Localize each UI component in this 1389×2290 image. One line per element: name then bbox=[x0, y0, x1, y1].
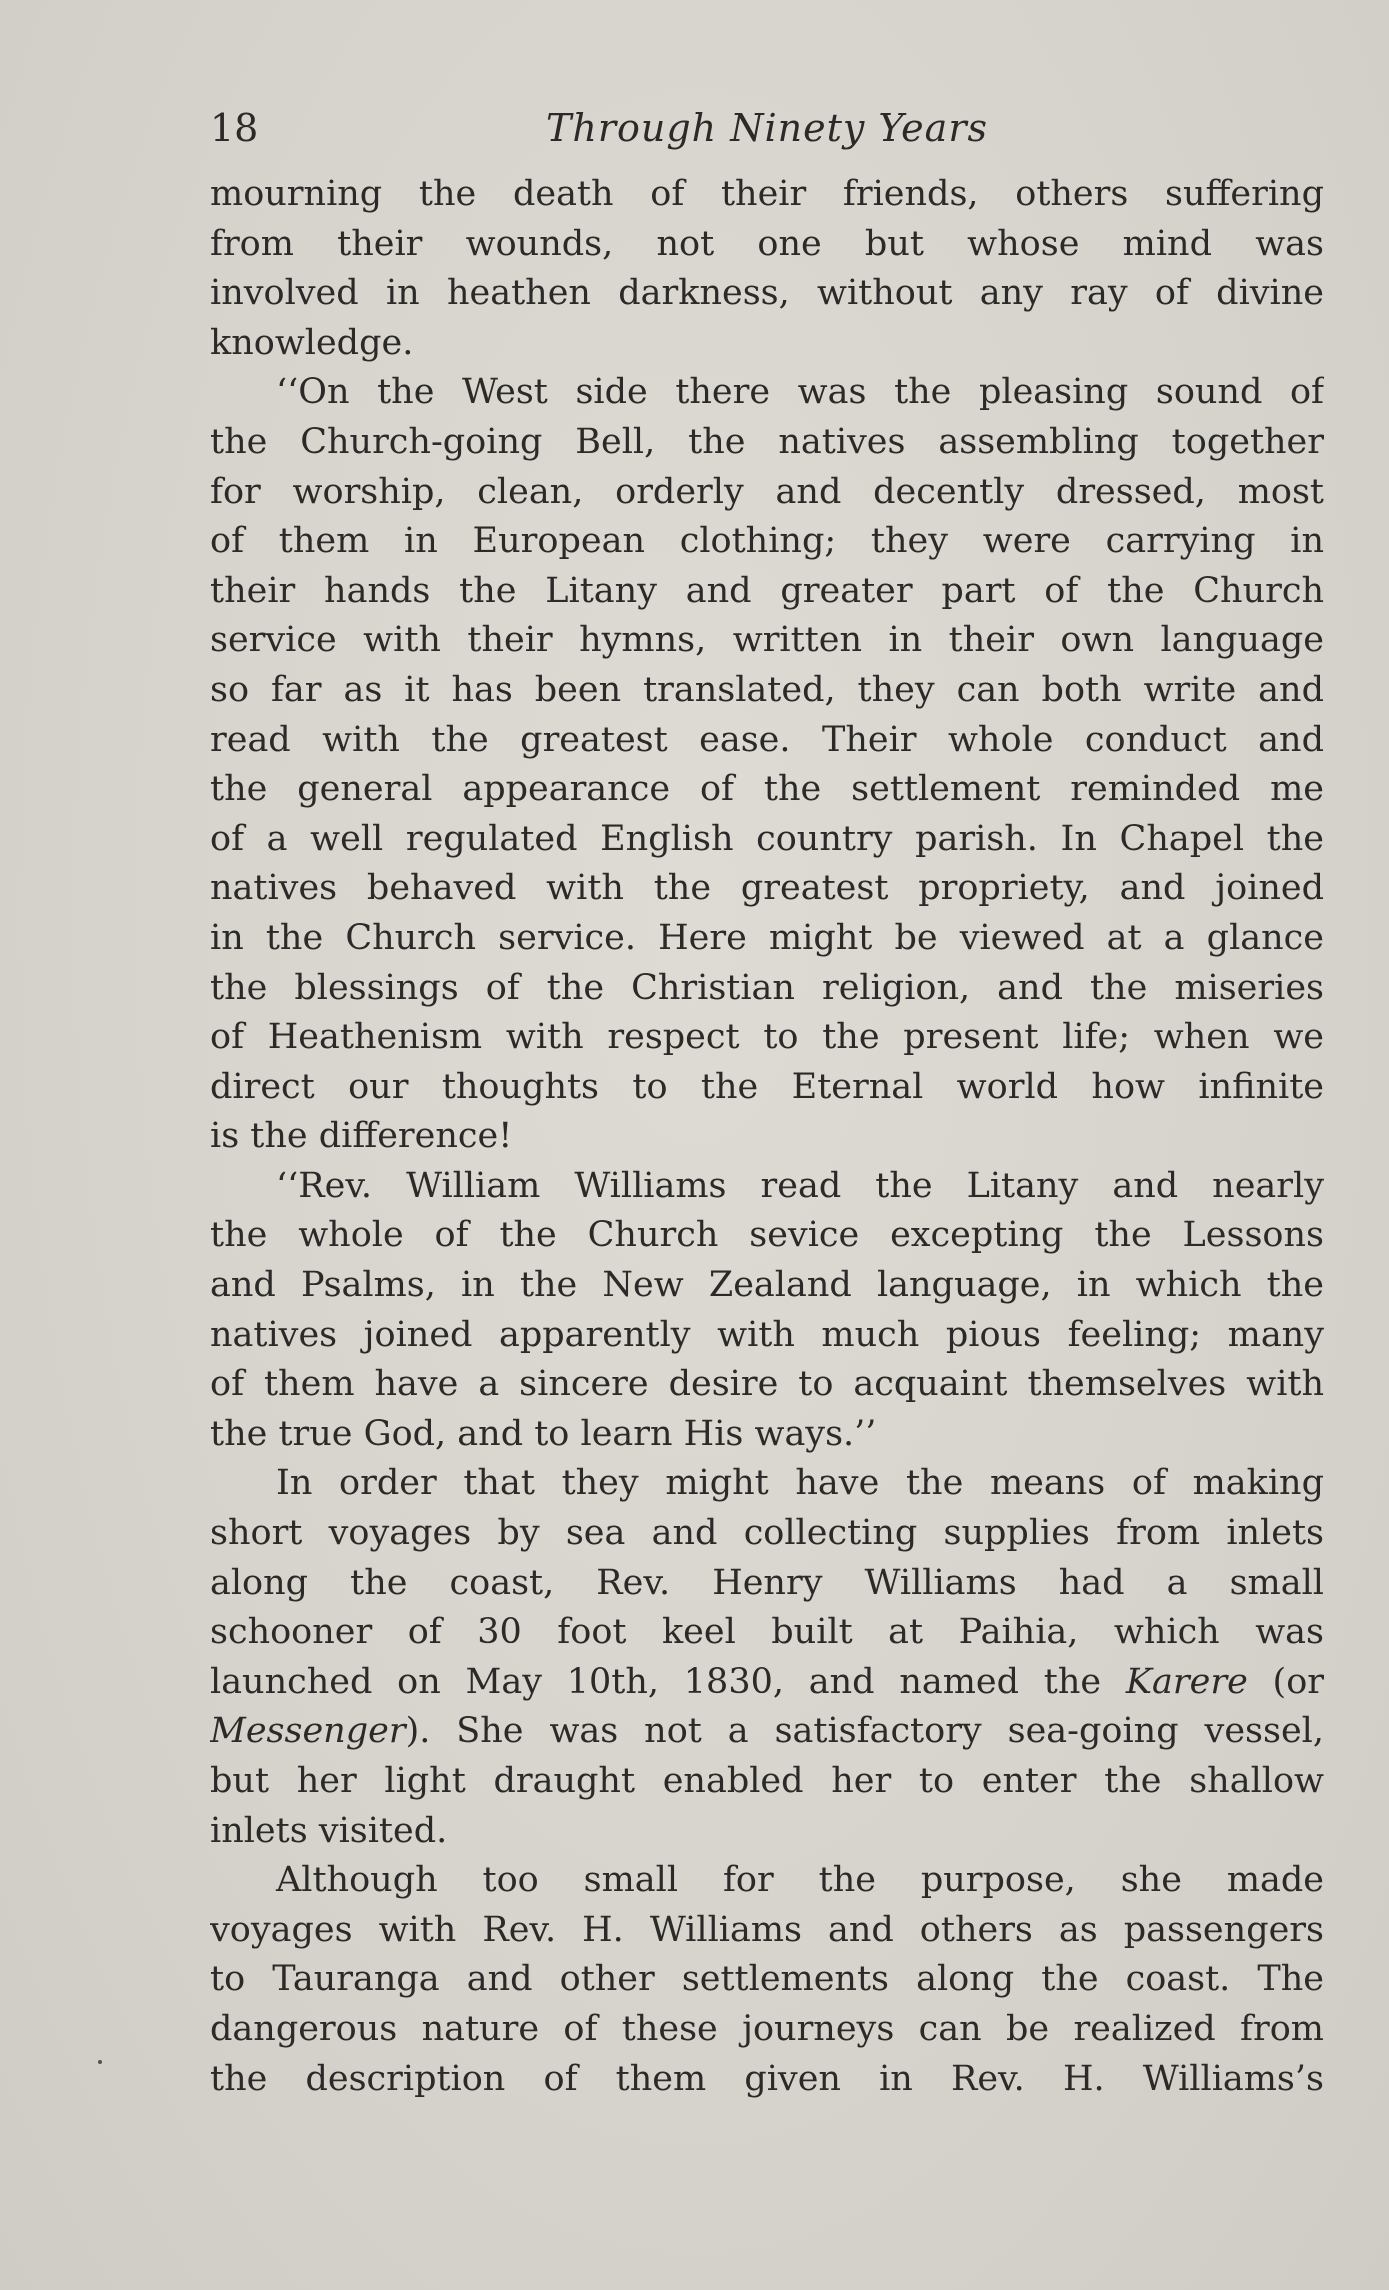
italic-text: Messenger bbox=[210, 1711, 406, 1752]
paragraph bbox=[210, 1856, 1324, 2104]
text-line: from their wounds, not one but whose mind was bbox=[210, 223, 1324, 264]
text-line: to Tauranga and other settlements along the coast. The bbox=[210, 1959, 1324, 2000]
text-line: the Church-going Bell, the natives assembling together bbox=[210, 421, 1324, 462]
text-line: the true God, and to learn His ways.’’ bbox=[210, 1413, 877, 1454]
running-title: Through Ninety Years bbox=[546, 106, 988, 150]
paragraph bbox=[210, 1459, 1324, 1856]
text-line: of them have a sincere desire to acquaint themselves with bbox=[210, 1364, 1324, 1405]
text-line: is the difference! bbox=[210, 1116, 513, 1157]
text-line: launched on May 10th, 1830, and named the Karere (or bbox=[210, 1661, 1324, 1702]
body-text bbox=[210, 170, 1324, 2104]
text-line: schooner of 30 foot keel built at Paihia, which was bbox=[210, 1612, 1324, 1653]
text-line: their hands the Litany and greater part of the Church bbox=[210, 570, 1324, 611]
paragraph bbox=[210, 1162, 1324, 1460]
text-line: of them in European clothing; they were carrying in bbox=[210, 521, 1324, 562]
text-line: ‘‘On the West side there was the pleasing sound of bbox=[276, 372, 1324, 413]
text-line: the description of them given in Rev. H. Williams’s bbox=[210, 2058, 1324, 2099]
paragraph bbox=[210, 170, 1324, 368]
text-line: in the Church service. Here might be viewed at a glance bbox=[210, 917, 1324, 958]
paragraph bbox=[210, 368, 1324, 1162]
text-line: the blessings of the Christian religion, and the miseries bbox=[210, 967, 1324, 1008]
text-line: ‘‘Rev. William Williams read the Litany and nearly bbox=[276, 1165, 1324, 1206]
text-line: Messenger). She was not a satisfactory sea-going vessel, bbox=[210, 1711, 1324, 1752]
text-line: of a well regulated English country parish. In Chapel the bbox=[210, 818, 1324, 859]
running-head bbox=[210, 98, 1324, 158]
text-line: dangerous nature of these journeys can be realized from bbox=[210, 2008, 1324, 2049]
text-line: read with the greatest ease. Their whole conduct and bbox=[210, 719, 1324, 760]
text-line: involved in heathen darkness, without any ray of divine bbox=[210, 273, 1324, 314]
text-line: knowledge. bbox=[210, 322, 414, 363]
text-line: for worship, clean, orderly and decently dressed, most bbox=[210, 471, 1324, 512]
text-line: voyages with Rev. H. Williams and others as passengers bbox=[210, 1909, 1324, 1950]
text-line: inlets visited. bbox=[210, 1810, 448, 1851]
book-page bbox=[210, 98, 1324, 2104]
text-line: but her light draught enabled her to enter the shallow bbox=[210, 1761, 1324, 1801]
text-line: along the coast, Rev. Henry Williams had a small bbox=[210, 1562, 1324, 1603]
text-line: the general appearance of the settlement reminded me bbox=[210, 769, 1324, 810]
text-line: Although too small for the purpose, she made bbox=[276, 1860, 1324, 1901]
text-line: direct our thoughts to the Eternal world how infinite bbox=[210, 1066, 1324, 1107]
page-number: 18 bbox=[210, 106, 259, 150]
text-line: short voyages by sea and collecting supplies from inlets bbox=[210, 1513, 1324, 1554]
text-line: and Psalms, in the New Zealand language, in which the bbox=[210, 1265, 1324, 1306]
text-line: mourning the death of their friends, others suffering bbox=[210, 174, 1324, 214]
italic-text: Karere bbox=[1125, 1661, 1248, 1702]
text-line: so far as it has been translated, they can both write and bbox=[210, 669, 1324, 710]
text-line: the whole of the Church sevice excepting the Lessons bbox=[210, 1215, 1324, 1256]
text-line: of Heathenism with respect to the present life; when we bbox=[210, 1017, 1324, 1058]
text-line: In order that they might have the means of making bbox=[276, 1463, 1324, 1504]
text-line: natives behaved with the greatest propriety, and joined bbox=[210, 868, 1324, 909]
margin-speck bbox=[98, 2060, 102, 2064]
text-line: service with their hymns, written in their own language bbox=[210, 620, 1324, 661]
text-line: natives joined apparently with much pious feeling; many bbox=[210, 1314, 1324, 1355]
